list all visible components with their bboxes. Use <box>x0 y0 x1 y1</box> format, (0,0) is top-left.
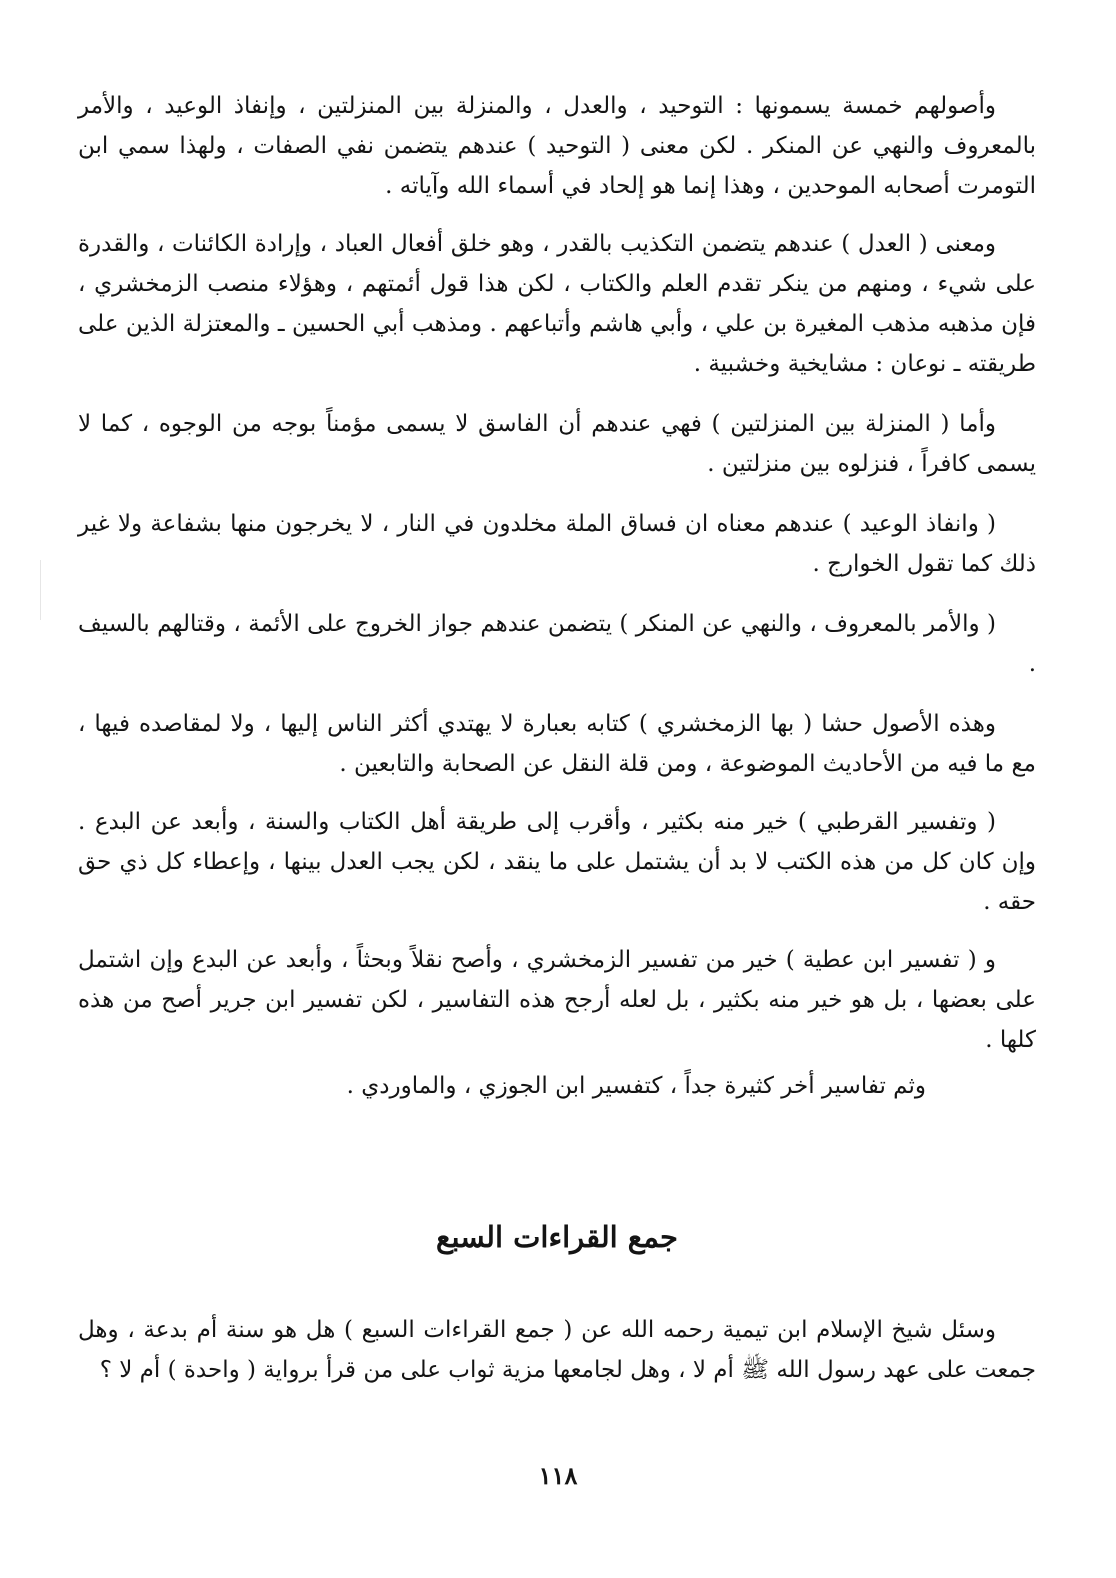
paragraph-qiraat-question: وسئل شيخ الإسلام ابن تيمية رحمه الله عن ( جمع القراءات السبع ) هل هو سنة أم بدعة ، وهل جمعت على عهد رسول الله ﷺ أم لا ، وهل لجامعها مزية ثواب على من قرأ برواية ( واحدة ) أم لا ؟ <box>78 1317 1036 1383</box>
paragraph-zamakhshari: وهذه الأصول حشا ( بها الزمخشري ) كتابه بعبارة لا يهتدي أكثر الناس إليها ، ولا لمقاصده فيها ، مع ما فيه من الأحاديث الموضوعة ، ومن قلة النقل عن الصحابة والتابعين . <box>78 711 1036 777</box>
paragraph-other-tafasir: وثم تفاسير أخر كثيرة جداً ، كتفسير ابن الجوزي ، والماوردي . <box>346 1073 926 1099</box>
paragraph-usul: وأصولهم خمسة يسمونها : التوحيد ، والعدل ، والمنزلة بين المنزلتين ، وإنفاذ الوعيد ، والأمر بالمعروف والنهي عن المنكر . لكن معنى ( التوحيد ) عندهم يتضمن نفي الصفات ، ولهذا سمي ابن التومرت أصحابه الموحدين ، وهذا إنما هو إلحاد في أسماء الله وآياته . <box>78 93 1036 199</box>
paragraph-amr-maruf: ( والأمر بالمعروف ، والنهي عن المنكر ) يتضمن عندهم جواز الخروج على الأئمة ، وقتالهم بالسيف . <box>78 611 1036 677</box>
paragraph-waid: ( وانفاذ الوعيد ) عندهم معناه ان فساق الملة مخلدون في النار ، لا يخرجون منها بشفاعة ولا غير ذلك كما تقول الخوارج . <box>78 511 1036 577</box>
paragraph-ibn-atiyya: و ( تفسير ابن عطية ) خير من تفسير الزمخشري ، وأصح نقلاً وبحثاً ، وأبعد عن البدع وإن اشتمل على بعضها ، بل هو خير منه بكثير ، بل لعله أرجح هذه التفاسير ، لكن تفسير ابن جرير أصح من هذه كلها . <box>78 947 1036 1053</box>
section-heading: جمع القراءات السبع <box>436 1220 678 1254</box>
main-text <box>78 86 1036 1106</box>
paragraph-adl: ومعنى ( العدل ) عندهم يتضمن التكذيب بالقدر ، وهو خلق أفعال العباد ، وإرادة الكائنات ، والقدرة على شيء ، ومنهم من ينكر تقدم العلم والكتاب ، لكن هذا قول أئمتهم ، وهؤلاء منصب الزمخشري ، فإن مذهبه مذهب المغيرة بن علي ، وأبي هاشم وأتباعهم . ومذهب أبي الحسين ـ والمعتزلة الذين على طريقته ـ نوعان : مشايخية وخشبية . <box>78 231 1036 377</box>
scan-edge-mark <box>40 560 41 620</box>
paragraph-qurtubi: ( وتفسير القرطبي ) خير منه بكثير ، وأقرب إلى طريقة أهل الكتاب والسنة ، وأبعد عن البدع . وإن كان كل من هذه الكتب لا بد أن يشتمل على ما ينقد ، لكن يجب العدل بينها ، وإعطاء كل ذي حق حقه . <box>78 809 1036 915</box>
section-text <box>78 1310 1036 1390</box>
page-number: ١١٨ <box>538 1461 578 1490</box>
paragraph-manzila: وأما ( المنزلة بين المنزلتين ) فهي عندهم أن الفاسق لا يسمى مؤمناً بوجه من الوجوه ، كما لا يسمى كافراً ، فنزلوه بين منزلتين . <box>78 411 1036 477</box>
